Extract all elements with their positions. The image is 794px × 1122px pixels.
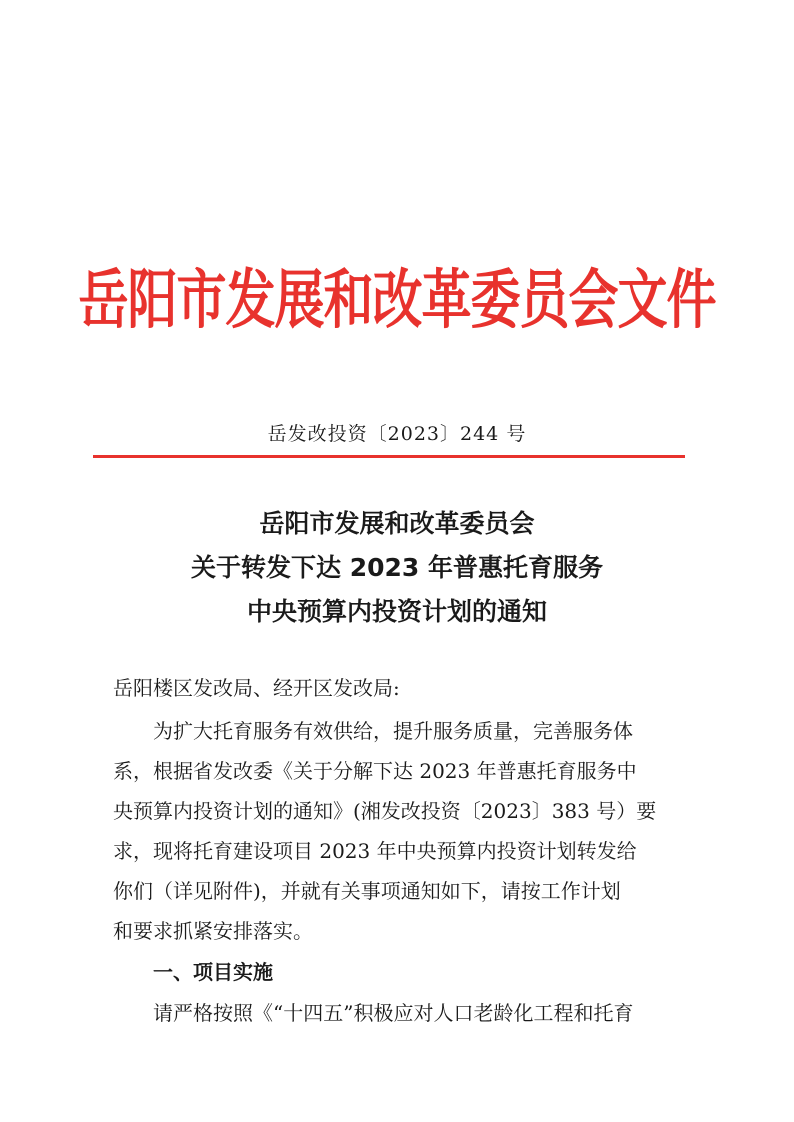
paragraph-line: 系，根据省发改委《关于分解下达 2023 年普惠托育服务中 xyxy=(113,759,637,783)
document-masthead: 岳阳市发展和改革委员会文件 xyxy=(78,263,716,338)
section-heading: 一、项目实施 xyxy=(153,960,273,984)
paragraph-line: 你们（详见附件)，并就有关事项通知如下，请按工作计划 xyxy=(113,879,621,903)
paragraph-line: 为扩大托育服务有效供给，提升服务质量，完善服务体 xyxy=(153,719,633,743)
document-title-line-3: 中央预算内投资计划的通知 xyxy=(246,597,547,626)
document-title-line-2: 关于转发下达 2023 年普惠托育服务 xyxy=(191,553,603,582)
red-divider-line xyxy=(93,455,685,458)
paragraph-line: 和要求抓紧安排落实。 xyxy=(113,919,313,943)
paragraph-line: 请严格按照《“十四五”积极应对人口老龄化工程和托育 xyxy=(153,1001,634,1025)
paragraph-line: 求，现将托育建设项目 2023 年中央预算内投资计划转发给 xyxy=(113,839,637,863)
paragraph-line: 央预算内投资计划的通知》(湘发改投资〔2023〕383 号）要 xyxy=(113,799,657,823)
document-title-line-1: 岳阳市发展和改革委员会 xyxy=(259,509,535,538)
document-number: 岳发改投资〔2023〕244 号 xyxy=(267,423,527,445)
salutation: 岳阳楼区发改局、经开区发改局: xyxy=(113,676,400,700)
